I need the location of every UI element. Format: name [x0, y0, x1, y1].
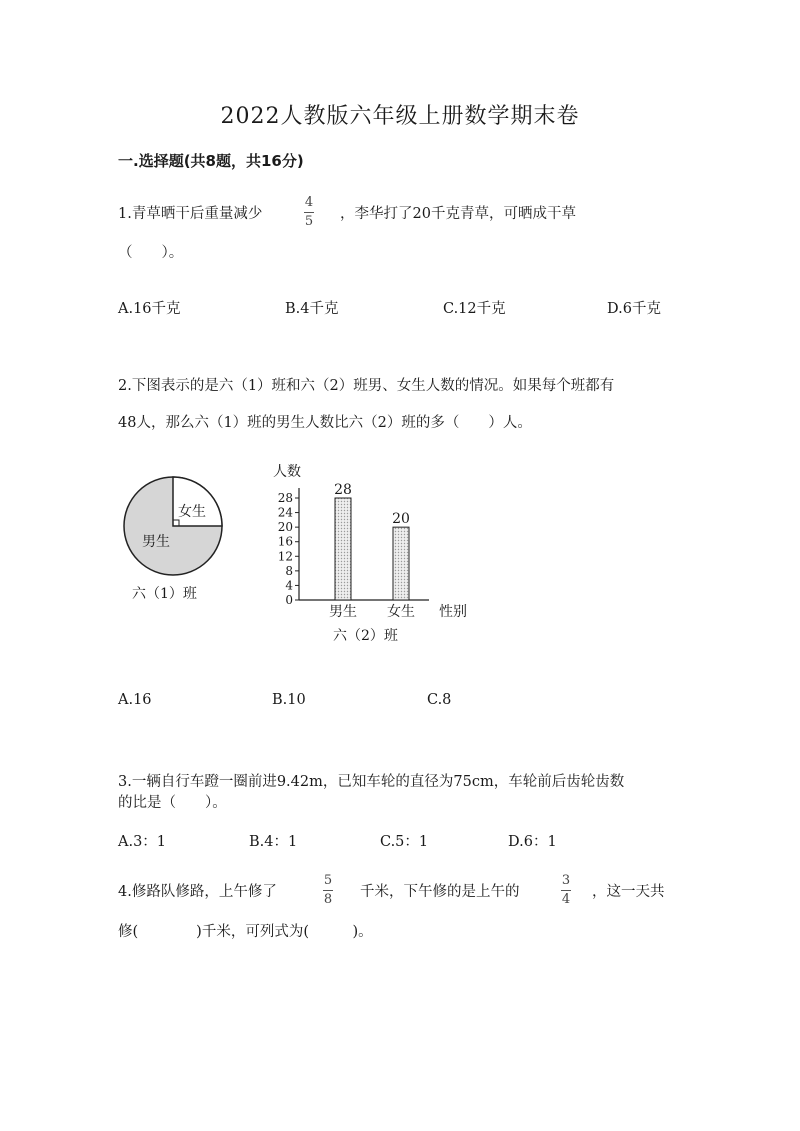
- q4-text-line2: 修( )千米，可列式为( )。: [118, 924, 373, 940]
- q4-text-pre: 4.修路队修路，上午修了: [118, 884, 277, 900]
- q4-frac1-denominator: 8: [323, 892, 333, 907]
- q2-option-c: C.8: [427, 692, 452, 708]
- q4-frac2-numerator: 3: [561, 873, 571, 888]
- q1-option-d: D.6千克: [607, 301, 661, 317]
- q2-text-line1: 2.下图表示的是六（1）班和六（2）班男、女生人数的情况。如果每个班都有: [118, 378, 615, 394]
- q4-frac1-numerator: 5: [323, 873, 333, 888]
- q1-frac-denominator: 5: [304, 214, 314, 229]
- q1-option-c: C.12千克: [443, 301, 506, 317]
- bar-xlabel: 性别: [439, 604, 467, 620]
- page-title: 2022人教版六年级上册数学期末卷: [220, 104, 580, 129]
- q4-frac2-denominator: 4: [561, 892, 571, 907]
- bar-value-label: 28: [334, 482, 352, 498]
- pie-chart-class1: [110, 470, 240, 610]
- q2-option-a: A.16: [118, 692, 152, 708]
- q3-option-c: C.5：1: [380, 834, 429, 850]
- section-heading: 一.选择题(共8题，共16分): [118, 152, 304, 170]
- q3-option-a: A.3：1: [118, 834, 167, 850]
- bar-category-label: 男生: [329, 604, 357, 620]
- q4-fraction-2: [561, 873, 571, 908]
- y-tick-label: 0: [285, 593, 293, 607]
- bar-male: [335, 498, 351, 600]
- pie-label-female: 女生: [178, 504, 206, 520]
- q3-text-line1: 3.一辆自行车蹬一圈前进9.42m，已知车轮的直径为75cm，车轮前后齿轮齿数: [118, 774, 625, 790]
- bar-female: [393, 527, 409, 600]
- q1-text-pre: 1.青草晒干后重量减少: [118, 206, 263, 222]
- q1-text-post: ，李华打了20千克青草，可晒成干草: [340, 206, 576, 222]
- q4-text-mid: 千米，下午修的是上午的: [360, 884, 520, 900]
- y-tick-label: 12: [277, 549, 293, 564]
- bar-y-ticks: [278, 491, 299, 607]
- q4-fraction-1: [323, 873, 333, 908]
- q4-text-post: ，这一天共: [592, 884, 665, 900]
- y-tick-label: 8: [285, 563, 293, 578]
- y-tick-label: 16: [277, 534, 293, 549]
- bar-series: [329, 482, 415, 620]
- q1-text-line2: （ ）。: [118, 245, 184, 261]
- q2-option-b: B.10: [272, 692, 306, 708]
- y-tick-label: 28: [277, 491, 293, 505]
- y-tick-label: 20: [277, 520, 293, 535]
- q3-option-d: D.6：1: [508, 834, 557, 850]
- y-tick-label: 4: [285, 578, 293, 593]
- bar-chart-class2: [265, 458, 485, 648]
- q1-option-a: A.16千克: [118, 301, 181, 317]
- q1-fraction: [304, 195, 314, 230]
- bar-value-label: 20: [392, 511, 410, 528]
- pie-caption: 六（1）班: [132, 586, 197, 602]
- pie-label-male: 男生: [142, 534, 170, 550]
- y-tick-label: 24: [277, 505, 293, 520]
- bar-caption: 六（2）班: [333, 628, 398, 644]
- bar-ylabel: 人数: [273, 464, 301, 480]
- q1-option-b: B.4千克: [285, 301, 339, 317]
- q2-text-line2: 48人，那么六（1）班的男生人数比六（2）班的多（ ）人。: [118, 415, 532, 431]
- q3-text-line2: 的比是（ ）。: [118, 795, 227, 811]
- bar-category-label: 女生: [387, 604, 415, 620]
- q1-frac-numerator: 4: [304, 195, 314, 210]
- q3-option-b: B.4：1: [249, 834, 298, 850]
